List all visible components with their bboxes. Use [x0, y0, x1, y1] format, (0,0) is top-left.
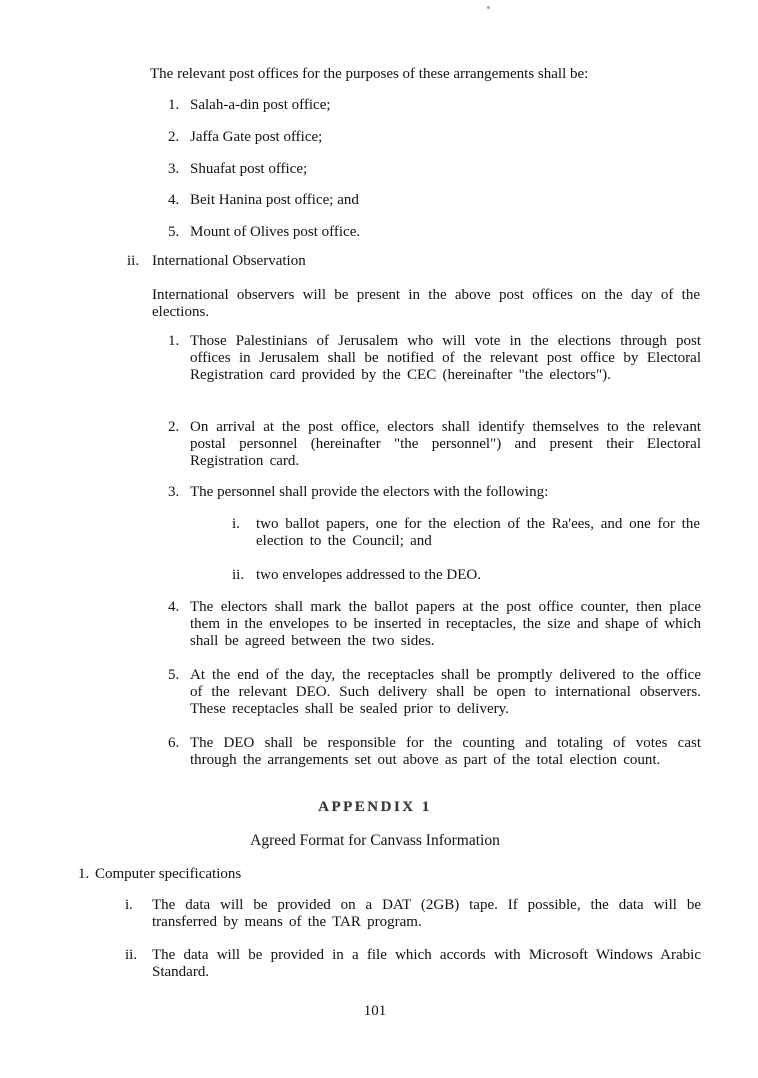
list-number: 3. — [168, 484, 180, 500]
appendix-subheading: Agreed Format for Canvass Information — [250, 832, 500, 849]
list-item-text: Beit Hanina post office; and — [190, 192, 359, 208]
numbered-item — [168, 419, 701, 470]
spec-item — [125, 947, 701, 981]
list-number: 4. — [168, 192, 180, 208]
list-number: 3. — [168, 161, 180, 177]
list-item-text: On arrival at the post office, electors shall identify themselves to the relevant postal personnel (hereinafter "the personnel") and present their Electoral Registration card. — [190, 419, 701, 469]
page-number: 101 — [363, 1003, 387, 1019]
list-item-text: Mount of Olives post office. — [190, 224, 361, 240]
section-title: International Observation — [152, 253, 306, 269]
list-number: ii. — [232, 567, 245, 583]
post-office-list-item — [168, 97, 708, 114]
section-heading-roman — [127, 253, 527, 270]
post-office-list-item — [168, 192, 708, 209]
spec-item — [125, 897, 701, 931]
list-number: 4. — [168, 599, 180, 615]
intro-paragraph: The relevant post offices for the purposes of these arrangements shall be: — [150, 66, 589, 82]
numbered-item — [168, 484, 701, 501]
list-item-text: The personnel shall provide the electors with the following: — [190, 484, 549, 500]
list-item-text: two ballot papers, one for the election of the Ra'ees, and one for the election to the Council; and — [256, 516, 700, 549]
list-item-text: The data will be provided in a file which accords with Microsoft Windows Arabic Standard. — [152, 947, 701, 980]
computer-specs-heading — [78, 866, 478, 883]
specs-title: Computer specifications — [95, 866, 242, 882]
list-item-text: The DEO shall be responsible for the counting and totaling of votes cast through the arrangements set out above as part of the total election count. — [190, 735, 701, 768]
list-item-text: The electors shall mark the ballot papers at the post office counter, then place them in the envelopes to be inserted in receptacles, the size and shape of which shall be agreed between the two sides. — [190, 599, 701, 649]
list-number: 5. — [168, 667, 180, 683]
list-number: 2. — [168, 419, 180, 435]
list-number: 1. — [168, 97, 180, 113]
list-number: 2. — [168, 129, 180, 145]
list-item-text: Salah-a-din post office; — [190, 97, 331, 113]
list-number: 6. — [168, 735, 180, 751]
observers-paragraph: International observers will be present in the above post offices on the day of the elections. — [152, 287, 700, 320]
list-item-text: At the end of the day, the receptacles shall be promptly delivered to the office of the relevant DEO. Such delivery shall be open to international observers. These receptacles shall be sealed prior to delivery. — [190, 667, 701, 717]
list-number: 1. — [168, 333, 180, 349]
numbered-item — [168, 333, 701, 384]
list-number: 5. — [168, 224, 180, 240]
numbered-item — [168, 735, 701, 769]
list-number: ii. — [125, 947, 138, 963]
sub-item — [232, 567, 700, 584]
list-number: 1. — [78, 866, 90, 882]
list-item-text: Jaffa Gate post office; — [190, 129, 323, 145]
sub-item — [232, 516, 700, 550]
scan-artifact-dot — [487, 6, 490, 9]
appendix-heading: APPENDIX 1 — [318, 799, 432, 815]
list-number: i. — [232, 516, 240, 532]
list-number: i. — [125, 897, 133, 913]
list-item-text: Those Palestinians of Jerusalem who will vote in the elections through post offices in Jerusalem shall be notified of the relevant post office by Electoral Registration card provided by the CEC (hereinafter "the electors"). — [190, 333, 701, 383]
post-office-list-item — [168, 224, 708, 241]
list-item-text: two envelopes addressed to the DEO. — [256, 567, 481, 583]
section-numeral: ii. — [127, 253, 140, 269]
numbered-item — [168, 667, 701, 718]
list-item-text: The data will be provided on a DAT (2GB) tape. If possible, the data will be transferred by means of the TAR program. — [152, 897, 701, 930]
numbered-item — [168, 599, 701, 650]
list-item-text: Shuafat post office; — [190, 161, 308, 177]
post-office-list-item — [168, 161, 708, 178]
post-office-list-item — [168, 129, 708, 146]
